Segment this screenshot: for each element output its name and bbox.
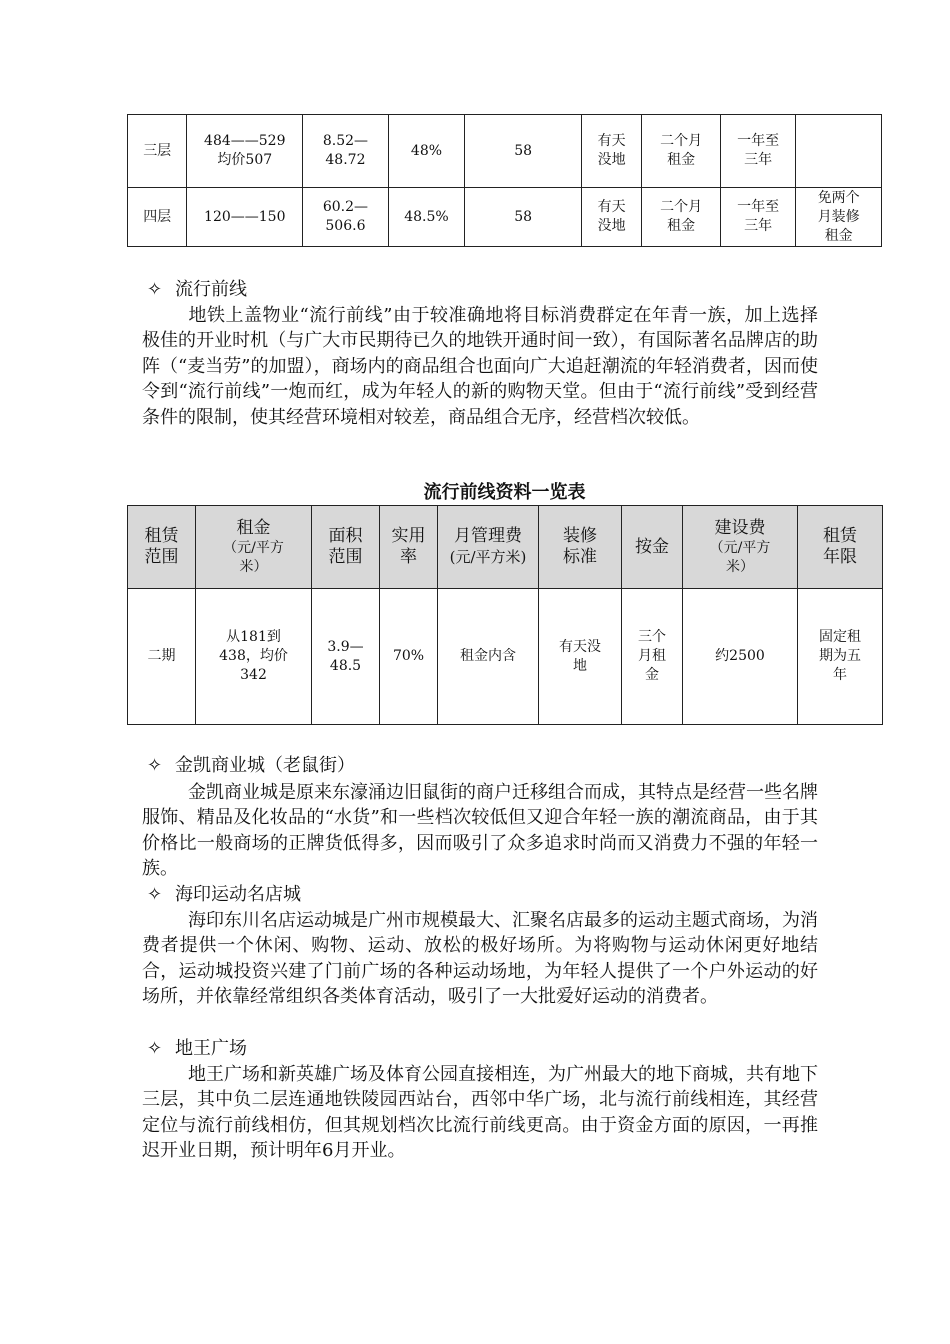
deposit-cell: 二个月 租金: [642, 115, 721, 188]
section-body: [142, 303, 818, 430]
bullet-icon: ✧: [147, 279, 163, 300]
term-cell: 一年至 三年: [720, 188, 796, 247]
body-text: 金凯商业城是原来东濠涌边旧鼠街的商户迁移组合而成，其特点是经营一些名牌服饰、精品及化妆品的“水货”和一些档次较低但又迎合年轻一族的潮流商品，由于其价格比一般商场的正牌货低得多，因而吸引了众多追求时尚而又消费力不强的年轻一族。: [142, 782, 818, 880]
floor-cell: 三层: [128, 115, 187, 188]
heading-text: 流行前线: [175, 279, 247, 300]
floor-rent-table: [127, 114, 882, 247]
deposit-cell: 三个 月租 金: [622, 589, 683, 725]
finish-cell: 有天 没地: [581, 188, 641, 247]
section-body: [142, 908, 818, 1010]
col-header-usage: 实用 率: [380, 506, 438, 589]
fee-cell: 租金内含: [438, 589, 539, 725]
note-cell: 免两个 月装修 租金: [796, 188, 882, 247]
deposit-cell: 二个月 租金: [642, 188, 721, 247]
area-cell: 3.9— 48.5: [312, 589, 380, 725]
heading-text: 地王广场: [175, 1038, 247, 1059]
usage-cell: 48.5%: [388, 188, 465, 247]
col-header-finish: 装修 标准: [539, 506, 622, 589]
floor-cell: 四层: [128, 188, 187, 247]
term-cell: 一年至 三年: [720, 115, 796, 188]
rent-cell: 120——150: [187, 188, 303, 247]
table-row: [128, 115, 882, 188]
term-cell: 固定租 期为五 年: [798, 589, 883, 725]
col-header-term: 租赁 年限: [798, 506, 883, 589]
area-cell: 8.52— 48.72: [303, 115, 389, 188]
header-row: [128, 506, 883, 589]
col-header-area: 面积 范围: [312, 506, 380, 589]
rent-cell: 484——529 均价507: [187, 115, 303, 188]
finish-cell: 有天没 地: [539, 589, 622, 725]
body-text: 地王广场和新英雄广场及体育公园直接相连，为广州最大的地下商城，共有地下三层，其中负二层连通地铁陵园西站台，西邻中华广场，北与流行前线相连，其经营定位与流行前线相仿，但其规划档次比流行前线更高。由于资金方面的原因，一再推迟开业日期，预计明年6月开业。: [142, 1064, 818, 1162]
table-row: [128, 188, 882, 247]
section-heading: [147, 277, 247, 302]
fee-cell: 58: [465, 115, 582, 188]
col-header-scope: 租赁 范围: [128, 506, 196, 589]
section-body: [142, 780, 818, 882]
rent-cell: 从181到 438，均价 342: [196, 589, 312, 725]
table-row: [128, 589, 883, 725]
col-header-deposit: 按金: [622, 506, 683, 589]
body-text: 海印东川名店运动城是广州市规模最大、汇聚名店最多的运动主题式商场，为消费者提供一个休闲、购物、运动、放松的极好场所。为将购物与运动休闲更好地结合，运动城投资兴建了门前广场的各种运动场地，为年轻人提供了一个户外运动的好场所，并依靠经常组织各类体育活动，吸引了一大批爱好运动的消费者。: [142, 910, 818, 1008]
finish-cell: 有天 没地: [581, 115, 641, 188]
body-text: 地铁上盖物业“流行前线”由于较准确地将目标消费群定在年青一族，加上选择极佳的开业时机（与广大市民期待已久的地铁开通时间一致），有国际著名品牌店的助阵（“麦当劳”的加盟），商场内的商品组合也面向广大追赶潮流的年轻消费者，因而使令到“流行前线”一炮而红，成为年轻人的新的购物天堂。但由于“流行前线”受到经营条件的限制，使其经营环境相对较差，商品组合无序，经营档次较低。: [142, 305, 818, 428]
section-heading: [147, 882, 301, 907]
heading-text: 海印运动名店城: [175, 884, 301, 905]
scope-cell: 二期: [128, 589, 196, 725]
area-cell: 60.2— 506.6: [303, 188, 389, 247]
bullet-icon: ✧: [147, 1038, 163, 1059]
bullet-icon: ✧: [147, 884, 163, 905]
bullet-icon: ✧: [147, 755, 163, 776]
usage-cell: 48%: [388, 115, 465, 188]
liuxing-data-table: [127, 505, 883, 725]
section-body: [142, 1062, 818, 1164]
fee-cell: 58: [465, 188, 582, 247]
section-heading: [147, 753, 355, 778]
table-title: 流行前线资料一览表: [423, 482, 586, 503]
note-cell: [796, 115, 882, 188]
section-heading: [147, 1036, 247, 1061]
usage-cell: 70%: [380, 589, 438, 725]
col-header-build: 建设费 （元/平方 米）: [683, 506, 798, 589]
build-cell: 约2500: [683, 589, 798, 725]
heading-text: 金凯商业城（老鼠街）: [175, 755, 355, 776]
col-header-fee: 月管理费 (元/平方米): [438, 506, 539, 589]
col-header-rent: 租金 （元/平方 米）: [196, 506, 312, 589]
